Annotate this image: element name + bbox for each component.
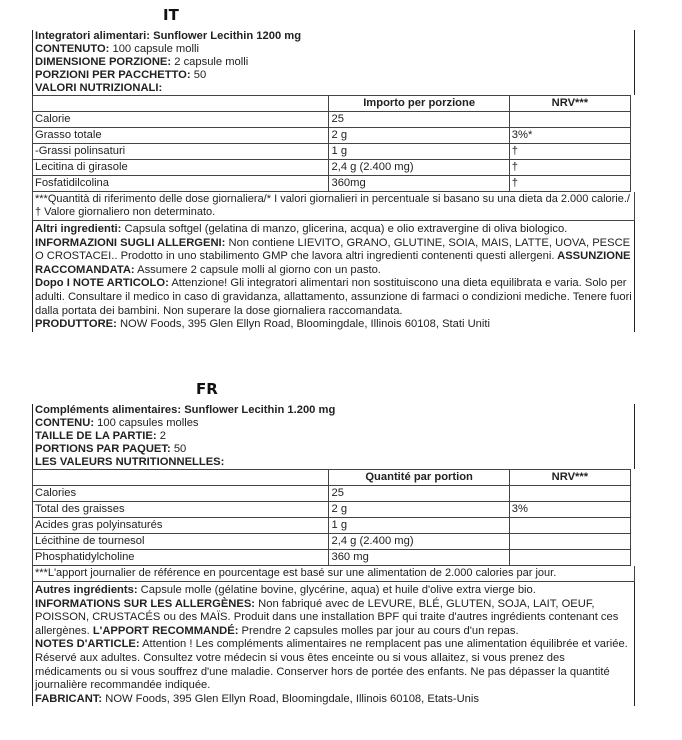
language-heading-it: IT <box>163 6 179 24</box>
table-row <box>33 144 631 160</box>
table-cell: 1 g <box>329 144 509 160</box>
product-name-line: Compléments alimentaires: Sunflower Lecithin 1.200 mg <box>35 404 336 416</box>
producer-text: NOW Foods, 395 Glen Ellyn Road, Bloomingdale, Illinois 60108, Etats-Unis <box>102 692 479 705</box>
table-row <box>33 550 631 566</box>
content-line: CONTENUTO: 100 capsule molli <box>35 43 199 55</box>
allergen-text: Non contiene LIEVITO, GRANO, GLUTINE, SOIA, MAIS, LATTE, UOVA, PESCE O CROSTACEI.. Prodotto in uno stabilimento GMP che lavora altri ingredienti contenenti questi allergeni. <box>35 236 631 263</box>
table-cell: Lecitina di girasole <box>33 160 329 176</box>
table-cell: Fosfatidilcolina <box>33 176 329 192</box>
notes-label: Dopo I NOTE ARTICOLO: <box>35 277 169 290</box>
table-cell: 360mg <box>329 176 509 192</box>
nutrition-heading: VALORI NUTRIZIONALI: <box>35 82 163 94</box>
table-cell: -Grassi polinsaturi <box>33 144 329 160</box>
table-cell: † <box>509 160 630 176</box>
details-block-it <box>32 221 635 332</box>
table-header-row <box>33 470 631 486</box>
nutrition-heading: LES VALEURS NUTRITIONNELLES: <box>35 456 225 468</box>
table-cell: 2 g <box>329 502 509 518</box>
table-header-cell: Importo per porzione <box>329 96 509 112</box>
nutrition-table-it <box>32 95 631 192</box>
serving-size-line: TAILLE DE LA PARTIE: 2 <box>35 430 166 442</box>
nutrition-table-fr <box>32 469 631 566</box>
content-line: CONTENU: 100 capsules molles <box>35 417 199 429</box>
table-cell: Phosphatidylcholine <box>33 550 329 566</box>
table-row <box>33 112 631 128</box>
table-cell: Calorie <box>33 112 329 128</box>
notes-label: NOTES D'ARTICLE: <box>35 638 140 651</box>
table-header-cell <box>33 96 329 112</box>
table-row <box>33 502 631 518</box>
table-header-cell <box>33 470 329 486</box>
label-panel-it <box>32 30 635 332</box>
table-cell <box>509 550 630 566</box>
table-cell: Calories <box>33 486 329 502</box>
table-cell: 2 g <box>329 128 509 144</box>
dose-label: L'APPORT RECOMMANDÉ: <box>89 624 239 637</box>
table-cell <box>509 518 630 534</box>
ingredients-label: Autres ingrédients: <box>35 584 138 596</box>
servings-per-pack-line: PORZIONI PER PACCHETTO: 50 <box>35 69 207 81</box>
table-cell: 2,4 g (2.400 mg) <box>329 534 509 550</box>
table-cell: Acides gras polyinsaturés <box>33 518 329 534</box>
footnote-fr: ***L'apport journalier de référence en pourcentage est basé sur une alimentation de 2.000 calories par jour. <box>32 566 635 582</box>
header-block-it <box>32 30 635 95</box>
table-cell: † <box>509 144 630 160</box>
table-cell: 3% <box>509 502 630 518</box>
table-cell: 25 <box>329 112 509 128</box>
producer-label: PRODUTTORE: <box>35 318 117 331</box>
dose-text: Assumere 2 capsule molli al giorno con un pasto. <box>134 263 381 276</box>
table-row <box>33 486 631 502</box>
table-cell <box>509 534 630 550</box>
serving-size-line: DIMENSIONE PORZIONE: 2 capsule molli <box>35 56 249 68</box>
producer-label: FABRICANT: <box>35 692 103 705</box>
table-cell: 3%* <box>509 128 630 144</box>
product-name-line: Integratori alimentari: Sunflower Lecithin 1200 mg <box>35 30 302 42</box>
table-cell <box>509 112 630 128</box>
servings-per-pack-line: PORTIONS PAR PAQUET: 50 <box>35 443 187 455</box>
table-cell: 360 mg <box>329 550 509 566</box>
table-cell <box>509 486 630 502</box>
label-panel-fr <box>32 404 635 706</box>
allergen-label: INFORMATIONS SUR LES ALLERGÈNES: <box>35 597 256 610</box>
language-heading-fr: FR <box>196 380 218 398</box>
table-header-cell: Quantité par portion <box>329 470 509 486</box>
producer-text: NOW Foods, 395 Glen Ellyn Road, Bloomingdale, Illinois 60108, Stati Uniti <box>116 318 490 331</box>
table-row <box>33 128 631 144</box>
table-row <box>33 534 631 550</box>
table-cell: 25 <box>329 486 509 502</box>
ingredients-text: Capsule molle (gélatine bovine, glycérine, aqua) et huile d'olive extra vierge bio. <box>137 584 536 596</box>
table-row <box>33 160 631 176</box>
footnote-it: ***Quantità di riferimento delle dose giornaliera/* I valori giornalieri in percentuale si basano su una dieta da 2.000 calorie./ † Valore giornaliero non determinato. <box>32 192 635 221</box>
dose-label: ASSUNZIONE RACCOMANDATA: <box>35 250 631 276</box>
dose-text: Prendre 2 capsules molles par jour au cours d'un repas. <box>238 624 519 637</box>
ingredients-text: Capsula softgel (gelatina di manzo, glicerina, acqua) e olio extravergine di oliva biologico. <box>121 223 568 235</box>
table-row <box>33 176 631 192</box>
allergen-label: INFORMAZIONI SUGLI ALLERGENI: <box>35 236 226 249</box>
table-header-cell: NRV*** <box>509 96 630 112</box>
table-header-cell: NRV*** <box>509 470 630 486</box>
notes-text: Attention ! Les compléments alimentaires ne remplacent pas une alimentation équilibrée et variée. Réservé aux adultes. Consultez votre médecin si vous êtes enceinte ou si vous allaitez, si vous prenez des médicaments ou si vous souffrez d'une maladie. Conserver hors de portée des enfants. Ne pas dépasser la quantité journalière recommandée indiquée. <box>35 638 628 692</box>
table-cell: 2,4 g (2.400 mg) <box>329 160 509 176</box>
table-row <box>33 518 631 534</box>
table-cell: 1 g <box>329 518 509 534</box>
table-cell: Lécithine de tournesol <box>33 534 329 550</box>
table-cell: Grasso totale <box>33 128 329 144</box>
table-cell: Total des graisses <box>33 502 329 518</box>
details-block-fr <box>32 582 635 706</box>
header-block-fr <box>32 404 635 469</box>
table-cell: † <box>509 176 630 192</box>
allergen-text: Non fabriqué avec de LEVURE, BLÉ, GLUTEN, SOJA, LAIT, OEUF, POISSON, CRUSTACÉS ou des MAÏS. Produit dans une installation BPF qui traite d'autres ingrédients contenant ces allergènes. <box>35 597 619 637</box>
ingredients-label: Altri ingredienti: <box>35 223 122 235</box>
notes-text: Attenzione! Gli integratori alimentari non sostituiscono una dieta equilibrata e varia. Solo per adulti. Consultare il medico in caso di gravidanza, allattamento, assunzione di farmaci o condizioni mediche. Tenere fuori dalla portata dei bambini. Non superare la dose giornaliera raccomandata. <box>35 277 632 317</box>
table-header-row <box>33 96 631 112</box>
